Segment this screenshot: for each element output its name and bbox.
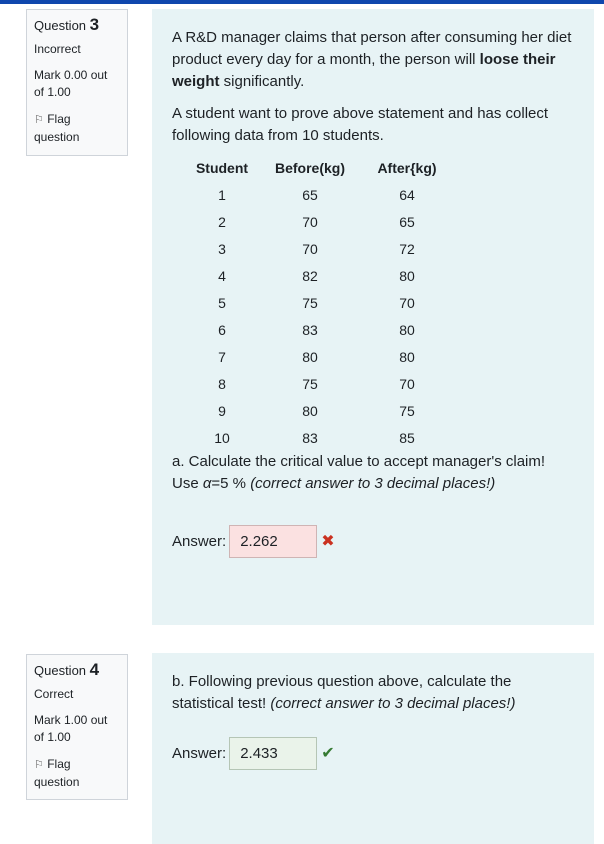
answer-label: Answer: [172, 532, 227, 550]
question-4-prompt: b. Following previous question above, calculate the statistical test! (correct answer to 3 decimal places!) [172, 673, 516, 712]
header-before: Before(kg) [274, 160, 345, 176]
cell-student: 7 [218, 348, 226, 365]
cell-after: 80 [399, 348, 415, 365]
question-4-grade: Mark 1.00 out of 1.00 [34, 713, 108, 744]
cell-after: 80 [399, 321, 415, 338]
cell-student: 9 [218, 402, 226, 419]
cell-before: 65 [302, 186, 318, 203]
table-row [182, 424, 456, 451]
question-4-number: Question 4 [34, 660, 100, 679]
cell-after: 64 [399, 186, 415, 203]
header-after: After{kg) [377, 160, 437, 176]
cell-before: 70 [302, 213, 318, 230]
cell-student: 5 [218, 294, 226, 311]
question-3-answer-input[interactable] [229, 525, 317, 558]
flag-icon: ⚐ [34, 759, 44, 771]
question-4-flag-link[interactable]: ⚐ Flag question [34, 757, 80, 789]
flag-icon: ⚐ [34, 114, 44, 126]
top-accent-bar [0, 0, 604, 4]
table-row [182, 316, 456, 343]
cell-student: 2 [218, 213, 226, 230]
table-row [182, 343, 456, 370]
cell-before: 75 [302, 294, 318, 311]
cell-student: 1 [218, 186, 226, 203]
cell-before: 82 [302, 267, 318, 284]
cell-before: 80 [302, 348, 318, 365]
table-row [182, 397, 456, 424]
question-3-content [152, 9, 594, 625]
question-3-flag-link[interactable]: ⚐ Flag question [34, 112, 80, 144]
question-4-state: Correct [34, 687, 74, 701]
cell-after: 70 [399, 375, 415, 392]
header-student: Student [195, 160, 249, 176]
question-4-answer-input[interactable] [229, 737, 317, 770]
table-header-row [182, 155, 456, 181]
cell-student: 6 [218, 321, 226, 338]
cell-before: 83 [302, 321, 318, 338]
question-3-intro-1: A R&D manager claims that person after consuming her diet product every day for a month, the person will loose their weight significantly. [172, 29, 572, 90]
cell-student: 3 [218, 240, 226, 257]
cell-after: 75 [399, 402, 415, 419]
cell-before: 83 [302, 429, 318, 446]
cell-after: 85 [399, 429, 415, 446]
cell-before: 75 [302, 375, 318, 392]
alpha-symbol: α [202, 475, 212, 492]
table-row [182, 208, 456, 235]
table-row [182, 235, 456, 262]
question-3-grade: Mark 0.00 out of 1.00 [34, 68, 108, 99]
question-3-answer-row [172, 525, 574, 558]
weight-data-table [182, 155, 456, 451]
cell-before: 70 [302, 240, 318, 257]
cell-student: 8 [218, 375, 226, 392]
table-row [182, 262, 456, 289]
cell-after: 65 [399, 213, 415, 230]
question-3-state: Incorrect [34, 42, 81, 56]
cell-after: 70 [399, 294, 415, 311]
question-3-prompt: a. Calculate the critical value to accept manager's claim! Use α=5 % (correct answer to 3 decimal places!) [172, 453, 546, 492]
check-icon: ✔ [321, 744, 335, 762]
cell-student: 10 [214, 429, 230, 446]
question-4-answer-row [172, 737, 574, 770]
question-3-info [26, 9, 128, 156]
question-3-number: Question 3 [34, 15, 100, 34]
question-3-intro-2: A student want to prove above statement and has collect following data from 10 students. [172, 105, 549, 144]
question-4-content [152, 653, 594, 844]
table-row [182, 289, 456, 316]
cell-student: 4 [218, 267, 226, 284]
cell-before: 80 [302, 402, 318, 419]
cell-after: 72 [399, 240, 415, 257]
answer-label: Answer: [172, 744, 227, 762]
table-row [182, 370, 456, 397]
table-row [182, 181, 456, 208]
cell-after: 80 [399, 267, 415, 284]
cross-icon: ✖ [321, 532, 335, 550]
question-4-info [26, 654, 128, 800]
